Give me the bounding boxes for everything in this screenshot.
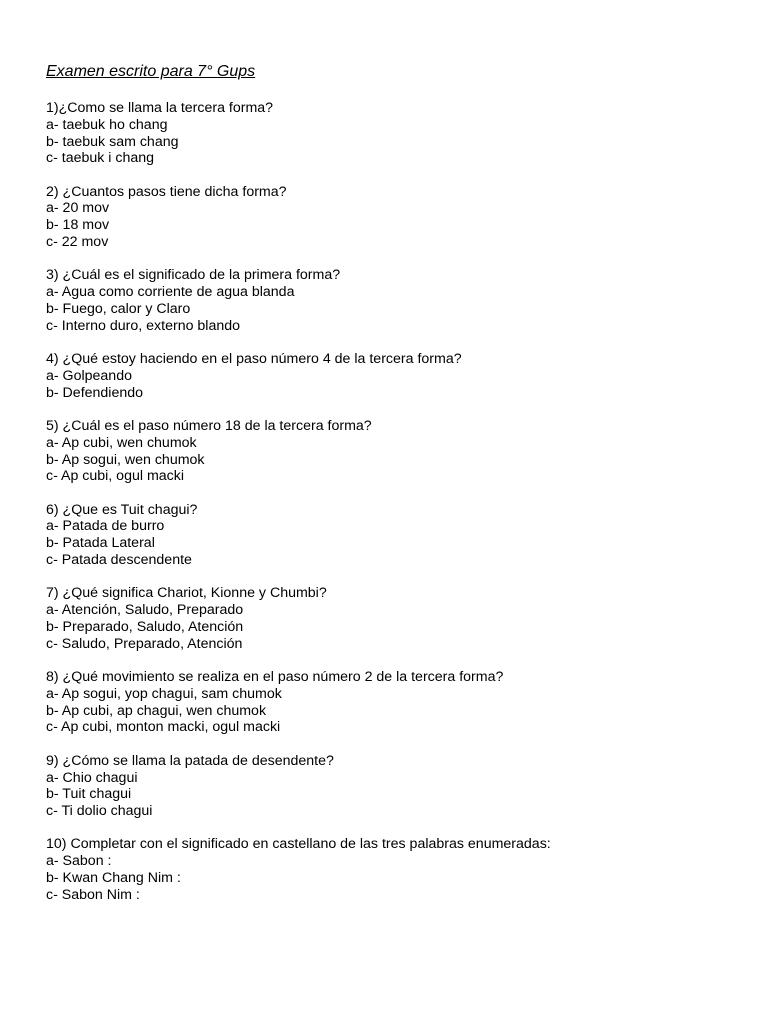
question-block [46, 836, 736, 903]
answer-option: b- Ap sogui, wen chumok [46, 451, 205, 468]
question-block [46, 184, 736, 251]
answer-option: a- 20 mov [46, 200, 110, 217]
question-block [46, 100, 736, 167]
answer-option: a- Chio chagui [46, 769, 138, 786]
question-text: 4) ¿Qué estoy haciendo en el paso número 4 de la tercera forma? [46, 351, 462, 368]
question-text: 2) ¿Cuantos pasos tiene dicha forma? [46, 183, 287, 200]
answer-option: c- Sabon Nim : [46, 886, 140, 903]
question-block [46, 418, 736, 485]
answer-option: a- Patada de burro [46, 518, 165, 535]
question-block [46, 502, 736, 569]
answer-option: b- Patada Lateral [46, 535, 155, 552]
answer-option: b- Tuit chagui [46, 786, 132, 803]
exam-title: Examen escrito para 7° Gups [46, 63, 256, 80]
question-text: 6) ¿Que es Tuit chagui? [46, 501, 198, 518]
question-text: 10) Completar con el significado en castellano de las tres palabras enumeradas: [46, 836, 551, 853]
question-text: 5) ¿Cuál es el paso número 18 de la tercera forma? [46, 417, 372, 434]
answer-option: a- Ap sogui, yop chagui, sam chumok [46, 685, 282, 702]
answer-option: b- Kwan Chang Nim : [46, 869, 181, 886]
answer-option: b- taebuk sam chang [46, 133, 179, 150]
question-text: 8) ¿Qué movimiento se realiza en el paso número 2 de la tercera forma? [46, 669, 504, 686]
answer-option: b- Fuego, calor y Claro [46, 300, 191, 317]
answer-option: a- taebuk ho chang [46, 116, 168, 133]
answer-option: c- Ap cubi, ogul macki [46, 468, 184, 485]
question-text: 1)¿Como se llama la tercera forma? [46, 100, 274, 116]
answer-option: c- taebuk i chang [46, 150, 155, 167]
exam-page [46, 62, 736, 920]
question-block [46, 585, 736, 652]
answer-option: c- Ap cubi, monton macki, ogul macki [46, 719, 281, 736]
question-block [46, 753, 736, 820]
question-block [46, 669, 736, 736]
question-list [46, 100, 736, 904]
answer-option: c- 22 mov [46, 234, 109, 251]
answer-option: c- Patada descendente [46, 552, 192, 569]
question-block [46, 351, 736, 401]
answer-option: a- Agua como corriente de agua blanda [46, 284, 295, 301]
answer-option: b- 18 mov [46, 217, 110, 234]
answer-option: c- Interno duro, externo blando [46, 317, 241, 334]
question-text: 7) ¿Qué significa Chariot, Kionne y Chumbi? [46, 585, 327, 602]
answer-option: a- Ap cubi, wen chumok [46, 434, 197, 451]
answer-option: c- Ti dolio chagui [46, 803, 153, 820]
answer-option: b- Preparado, Saludo, Atención [46, 618, 244, 635]
answer-option: a- Golpeando [46, 367, 132, 384]
answer-option: b- Defendiendo [46, 384, 144, 401]
answer-option: a- Atención, Saludo, Preparado [46, 602, 244, 619]
answer-option: c- Saludo, Preparado, Atención [46, 635, 243, 652]
question-text: 9) ¿Cómo se llama la patada de desendente? [46, 752, 334, 769]
answer-option: a- Sabon : [46, 853, 112, 870]
question-block [46, 267, 736, 334]
answer-option: b- Ap cubi, ap chagui, wen chumok [46, 702, 267, 719]
question-text: 3) ¿Cuál es el significado de la primera forma? [46, 267, 341, 284]
